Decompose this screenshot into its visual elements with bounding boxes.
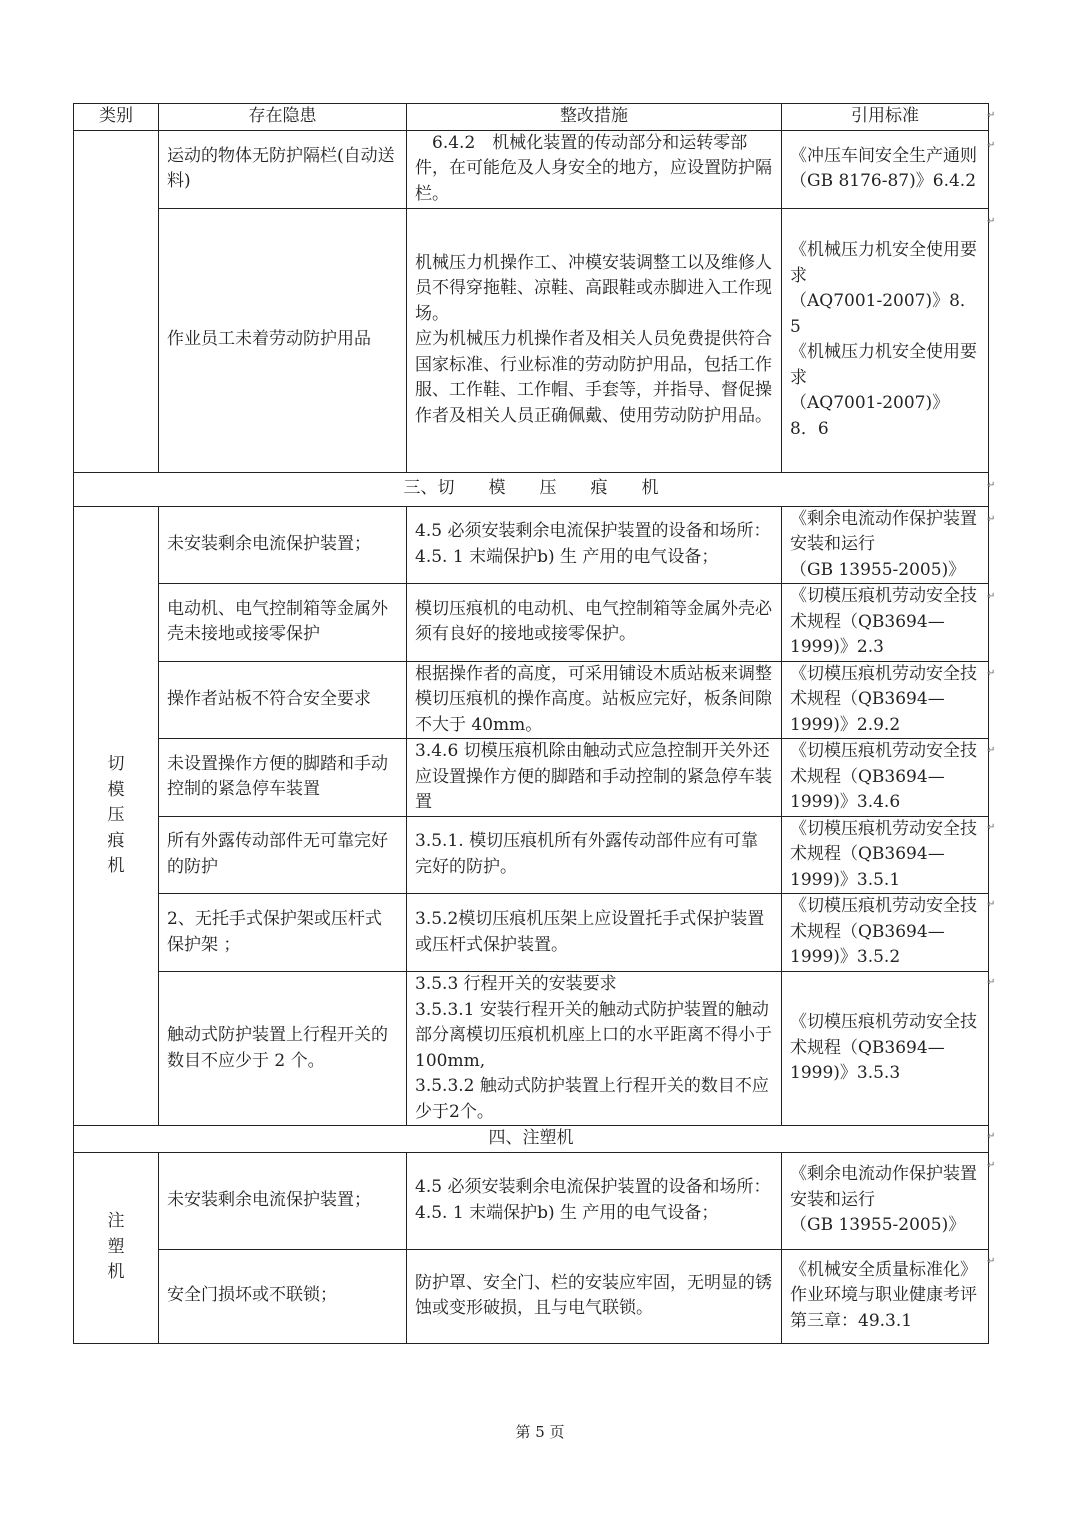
hazard-cell: 安全门损坏或不联锁； — [159, 1249, 407, 1343]
standard-cell: 《机械压力机安全使用要求 （AQ7001-2007)》8．5 《机械压力机安全使用要求 （AQ7001-2007)》 8．6 — [782, 208, 989, 472]
table-row — [74, 894, 989, 972]
return-mark: ↵ — [987, 1131, 996, 1142]
return-mark: ↵ — [987, 140, 996, 151]
standard-cell: 《切模压痕机劳动安全技术规程（QB3694—1999)》2.9.2 — [782, 661, 989, 739]
return-mark: ↵ — [987, 216, 996, 227]
hazard-cell: 未设置操作方便的脚踏和手动控制的紧急停车装置 — [159, 739, 407, 817]
standard-cell: 《切模压痕机劳动安全技术规程（QB3694—1999)》3.5.1 — [782, 816, 989, 894]
header-hazard: 存在隐患 — [159, 104, 407, 131]
hazard-cell: 电动机、电气控制箱等金属外壳未接地或接零保护 — [159, 584, 407, 662]
return-mark: ↵ — [987, 745, 996, 756]
section-title-die-cutting: 三、切 模 压 痕 机 — [74, 472, 989, 506]
return-mark: ↵ — [987, 1160, 996, 1171]
hazard-cell: 操作者站板不符合安全要求 — [159, 661, 407, 739]
header-category: 类别 — [74, 104, 159, 131]
measure-cell: 模切压痕机的电动机、电气控制箱等金属外壳必须有良好的接地或接零保护。 — [407, 584, 782, 662]
return-mark: ↵ — [987, 977, 996, 988]
header-standard: 引用标准 — [782, 104, 989, 131]
return-mark: ↵ — [987, 480, 996, 491]
standard-cell: 《剩余电流动作保护装置安装和运行 （GB 13955-2005)》 — [782, 1152, 989, 1249]
measure-cell: 机械压力机操作工、冲模安装调整工以及维修人员不得穿拖鞋、凉鞋、高跟鞋或赤脚进入工作现场。 应为机械压力机操作者及相关人员免费提供符合国家标准、行业标准的劳动防护用品，包括工作服、工作鞋、工作帽、手套等，并指导、督促操作者及相关人员正确佩戴、使用劳动防护用品。 — [407, 208, 782, 472]
hazard-cell: 触动式防护装置上行程开关的数目不应少于 2 个。 — [159, 972, 407, 1126]
page-number: 第 5 页 — [515, 1423, 565, 1441]
table-row — [74, 208, 989, 472]
header-measure: 整改措施 — [407, 104, 782, 131]
measure-cell: 3.5.3 行程开关的安装要求 3.5.3.1 安装行程开关的触动式防护装置的触动部分离模切压痕机机座上口的水平距离不得小于100mm, 3.5.3.2 触动式防护装置上行程开关的数目不应少于2个。 — [407, 972, 782, 1126]
return-mark: ↵ — [987, 591, 996, 602]
table-row — [74, 972, 989, 1126]
measure-cell: 4.5 必须安装剩余电流保护装置的设备和场所： 4.5. 1 末端保护b) 生 产用的电气设备； — [407, 1152, 782, 1249]
section-row — [74, 472, 989, 506]
return-mark: ↵ — [987, 668, 996, 679]
standard-cell: 《切模压痕机劳动安全技术规程（QB3694—1999)》2.3 — [782, 584, 989, 662]
return-mark: ↵ — [987, 1256, 996, 1267]
measure-cell: 根据操作者的高度，可采用铺设木质站板来调整模切压痕机的操作高度。站板应完好，板条间隙不大于 40mm。 — [407, 661, 782, 739]
section-row — [74, 1126, 989, 1153]
measure-cell: 3.5.2模切压痕机压架上应设置托手式保护装置或压杆式保护装置。 — [407, 894, 782, 972]
table-row — [74, 739, 989, 817]
hazard-cell: 所有外露传动部件无可靠完好的防护 — [159, 816, 407, 894]
standard-cell: 《切模压痕机劳动安全技术规程（QB3694—1999)》3.5.3 — [782, 972, 989, 1126]
return-mark: ↵ — [987, 110, 996, 121]
hazard-cell: 作业员工未着劳动防护用品 — [159, 208, 407, 472]
category-die-cutting: 切 模 压 痕 机 — [74, 506, 159, 1126]
hazard-table — [73, 103, 989, 1344]
measure-cell: 6.4.2 机械化装置的传动部分和运转零部件，在可能危及人身安全的地方，应设置防护隔栏。 — [407, 130, 782, 208]
table-row — [74, 816, 989, 894]
measure-cell: 3.5.1. 模切压痕机所有外露传动部件应有可靠完好的防护。 — [407, 816, 782, 894]
category-cell-empty — [74, 130, 159, 472]
hazard-cell: 未安装剩余电流保护装置； — [159, 1152, 407, 1249]
return-mark: ↵ — [987, 899, 996, 910]
table-row — [74, 1249, 989, 1343]
hazard-cell: 未安装剩余电流保护装置； — [159, 506, 407, 584]
measure-cell: 防护罩、安全门、栏的安装应牢固，无明显的锈蚀或变形破损，且与电气联锁。 — [407, 1249, 782, 1343]
standard-cell: 《冲压车间安全生产通则（GB 8176-87)》6.4.2 — [782, 130, 989, 208]
hazard-cell: 2、无托手式保护架或压杆式保护架 ； — [159, 894, 407, 972]
standard-cell: 《切模压痕机劳动安全技术规程（QB3694—1999)》3.5.2 — [782, 894, 989, 972]
hazard-cell: 运动的物体无防护隔栏(自动送料) — [159, 130, 407, 208]
section-title-injection: 四、注塑机 — [74, 1126, 989, 1153]
return-mark: ↵ — [987, 822, 996, 833]
return-mark: ↵ — [987, 514, 996, 525]
table-row — [74, 661, 989, 739]
measure-cell: 3.4.6 切模压痕机除由触动式应急控制开关外还应设置操作方便的脚踏和手动控制的紧急停车装置 — [407, 739, 782, 817]
category-injection: 注 塑 机 — [74, 1152, 159, 1343]
standard-cell: 《机械安全质量标准化》作业环境与职业健康考评第三章：49.3.1 — [782, 1249, 989, 1343]
table-row — [74, 506, 989, 584]
measure-cell: 4.5 必须安装剩余电流保护装置的设备和场所： 4.5. 1 末端保护b) 生 产用的电气设备； — [407, 506, 782, 584]
standard-cell: 《切模压痕机劳动安全技术规程（QB3694—1999)》3.4.6 — [782, 739, 989, 817]
table-row — [74, 130, 989, 208]
table-row — [74, 1152, 989, 1249]
table-header-row — [74, 104, 989, 131]
table-row — [74, 584, 989, 662]
standard-cell: 《剩余电流动作保护装置安装和运行 （GB 13955-2005)》 — [782, 506, 989, 584]
